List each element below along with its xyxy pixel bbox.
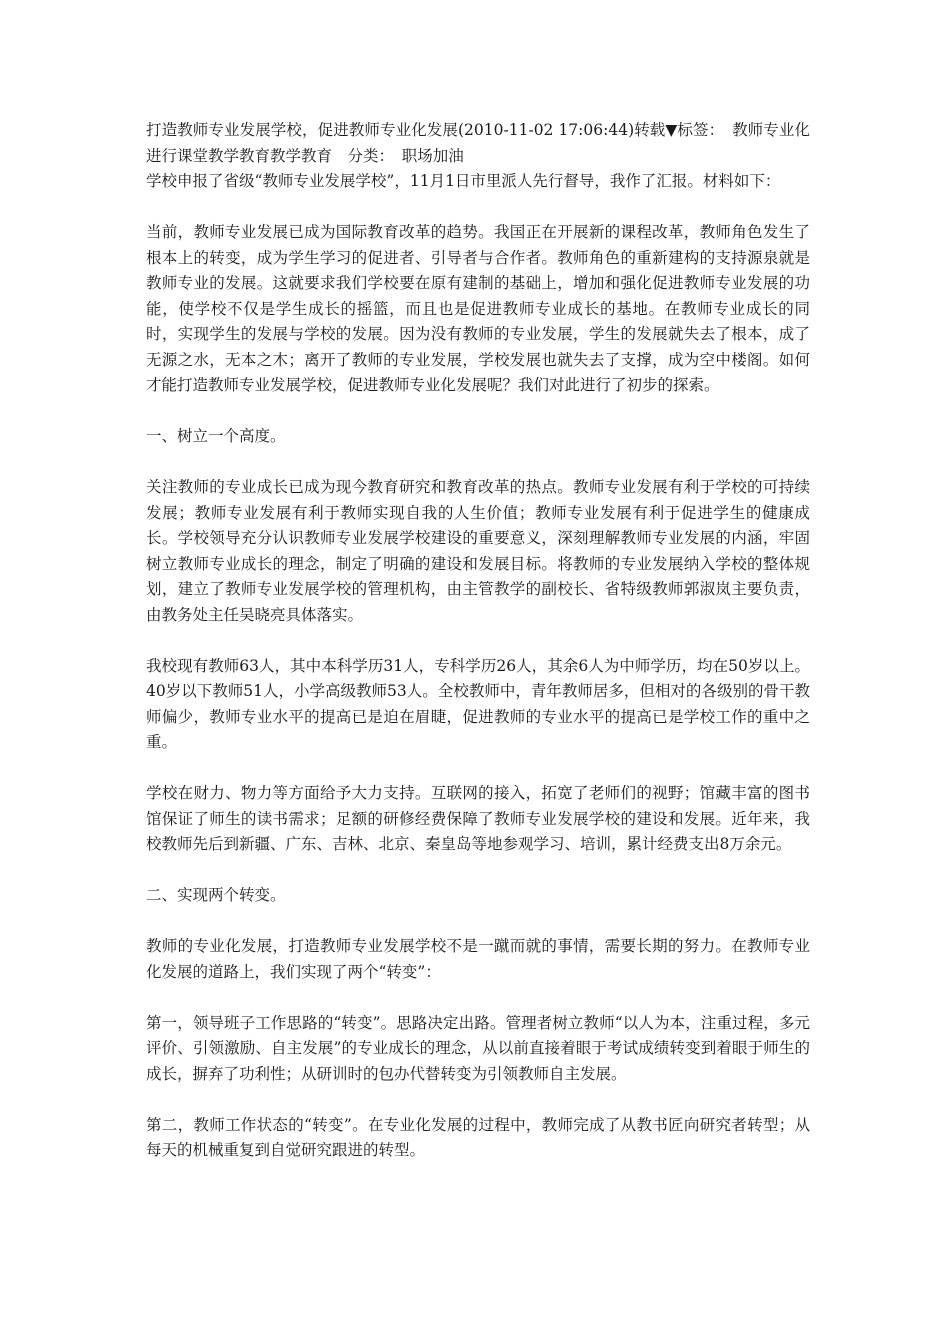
post-header: 打造教师专业发展学校，促进教师专业化发展(2010-11-02 17:06:44)转载▼标签： 教师专业化进行课堂教学教育教学教育 分类： 职场加油: [146, 121, 810, 165]
paragraph-7: 第二，教师工作状态的“转变”。在专业化发展的过程中，教师完成了从教书匠向研究者转型；从每天的机械重复到自觉研究跟进的转型。: [146, 1115, 810, 1159]
paragraph-2: 关注教师的专业成长已成为现今教育研究和教育改革的热点。教师专业发展有利于学校的可持续发展；教师专业发展有利于教师实现自我的人生价值；教师专业发展有利于促进学生的健康成长。学校领导充分认识教师专业发展学校建设的重要意义，深刻理解教师专业发展的内涵，牢固树立教师专业成长的理念，制定了明确的建设和发展目标。将教师的专业发展纳入学校的整体规划，建立了教师专业发展学校的管理机构，由主管教学的副校长、省特级教师郭淑岚主要负责，由教务处主任吴晓亮具体落实。: [146, 478, 810, 624]
paragraph-4: 学校在财力、物力等方面给予大力支持。互联网的接入，拓宽了老师们的视野；馆藏丰富的图书馆保证了师生的读书需求；足额的研修经费保障了教师专业发展学校的建设和发展。近年来，我校教师先后到新疆、广东、吉林、北京、秦皇岛等地参观学习、培训，累计经费支出8万余元。: [146, 784, 810, 853]
intro-paragraph: 学校申报了省级“教师专业发展学校”，11月1日市里派人先行督导，我作了汇报。材料如下：: [146, 172, 781, 190]
document-body: [146, 118, 810, 1189]
paragraph-3: 我校现有教师63人，其中本科学历31人，专科学历26人，其余6人为中师学历，均在50岁以上。40岁以下教师51人，小学高级教师53人。全校教师中，青年教师居多，但相对的各级别的骨干教师偏少，教师专业水平的提高已是迫在眉睫，促进教师的专业水平的提高已是学校工作的重中之重。: [146, 656, 810, 751]
paragraph-1: 当前，教师专业发展已成为国际教育改革的趋势。我国正在开展新的课程改革，教师角色发生了根本上的转变，成为学生学习的促进者、引导者与合作者。教师角色的重新建构的支持源泉就是教师专业的发展。这就要求我们学校要在原有建制的基础上，增加和强化促进教师专业发展的功能，使学校不仅是学生成长的摇篮，而且也是促进教师专业成长的基地。在教师专业成长的同时，实现学生的发展与学校的发展。因为没有教师的专业发展，学生的发展就失去了根本，成了无源之水，无本之木；离开了教师的专业发展，学校发展也就失去了支撑，成为空中楼阁。如何才能打造教师专业发展学校，促进教师专业化发展呢？我们对此进行了初步的探索。: [146, 223, 810, 394]
section-heading-1: 一、树立一个高度。: [146, 427, 286, 445]
paragraph-6: 第一，领导班子工作思路的“转变”。思路决定出路。管理者树立教师“以人为本，注重过程，多元评价、引领激励、自主发展”的专业成长的理念，从以前直接着眼于考试成绩转变到着眼于师生的成长，摒弃了功利性；从研训时的包办代替转变为引领教师自主发展。: [146, 1013, 810, 1083]
paragraph-5: 教师的专业化发展，打造教师专业发展学校不是一蹴而就的事情，需要长期的努力。在教师专业化发展的道路上，我们实现了两个“转变”：: [146, 937, 810, 981]
section-heading-2: 二、实现两个转变。: [146, 886, 286, 904]
